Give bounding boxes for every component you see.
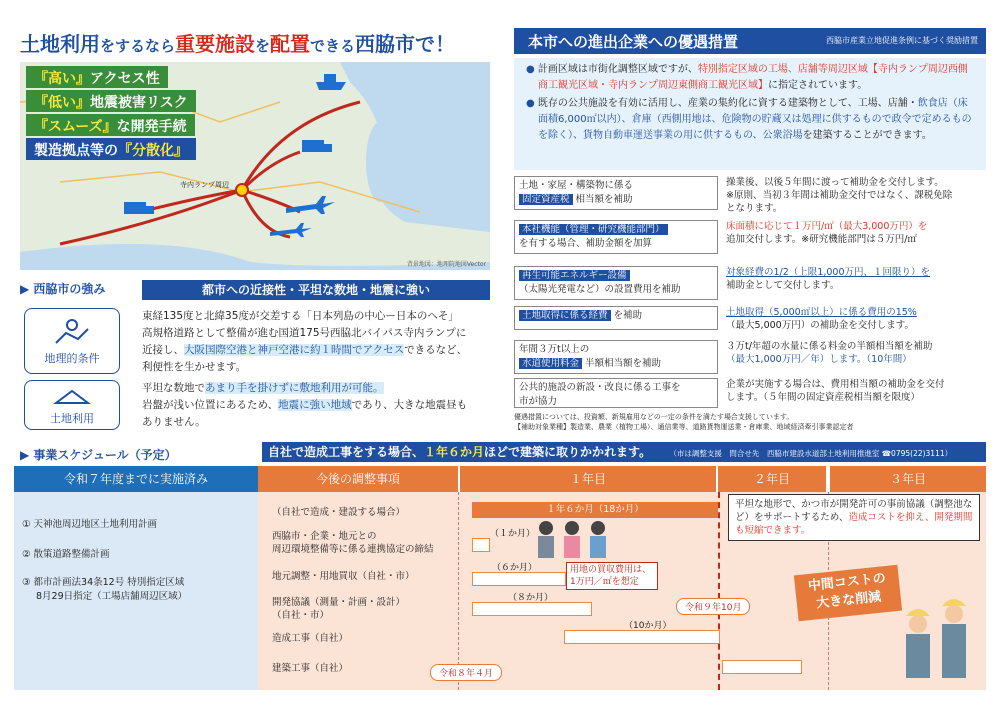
- tag-smooth-procedure: 『スムーズ』な開発手続: [26, 114, 195, 136]
- map-credit: 背景地図：地理院地図Vector: [406, 261, 486, 268]
- side-explanation: 平坦な地形で、かつ市が開発許可の事前協議（調整池など）をサポートするため、造成コストを抑え、開発期間も短縮できます。: [728, 494, 980, 541]
- land-use-box: [24, 380, 120, 430]
- done-item-2: ② 散策道路整備計画: [22, 549, 110, 560]
- strengths-bar: 都市への近接性・平坦な数地・地震に強い: [142, 280, 490, 300]
- land-use-text: 平坦な数地であまり手を掛けずに敷地利用が可能。 岩盤が浅い位置にあるため、地震に強い地域であり、大きな地震昼も ありません。: [142, 382, 468, 428]
- geo-condition-text: 東経135度と北緯35度が交差する「日本列島の中心ー日本のへそ」 高規格道路として整備が進む国道175号西脇北バイパス寺内ランプに 近接し、大阪国際空港と神戸空港に約１時間でアクセスできるなど、 利便性を生かせます。: [142, 310, 468, 373]
- task-construction: 建築工事（自社）: [272, 663, 349, 674]
- done-item-1: ① 天神池周辺地区土地利用計画: [22, 519, 158, 530]
- date-r9-oct: 令和９年10月: [676, 598, 750, 615]
- label-6month: （６か月）: [492, 563, 538, 573]
- arrow-8month: [472, 602, 592, 616]
- map-place-label: 寺内ランプ周辺: [180, 181, 229, 189]
- incentive-notes: 優遇措置については、投資額、新規雇用などの一定の条件を満たす場合支援しています。 【補助対象業種】製造業、農業（植物工場）、通信業等、道路貨物運送業・倉庫業、地域経済牽引事業認定者: [514, 413, 854, 431]
- col-year2: ２年目: [718, 466, 826, 492]
- location-marker-icon: [236, 184, 248, 196]
- bullet-buildings: ● 既存の公共施設を有効に活用し、産業の集約化に資する建築物として、工場、店舗・飲食店（床面積6,000㎡以内）、倉庫（西側用地は、危険物の貯蔵又は処理に供するもので政令で定めるものを除く）、貨物自動車運送事業の用に供するもの、公衆浴場を建築することができます。: [526, 98, 972, 141]
- cost-reduction-badge: 中間コストの 大きな削減: [794, 565, 902, 622]
- incentive-bullets: [514, 58, 986, 170]
- strengths-heading: ▶ 西脇市の強み: [20, 282, 106, 296]
- land-use-label: 土地利用: [50, 412, 94, 425]
- tag-low-quake-risk: 『低い』地震被害リスク: [26, 90, 196, 112]
- task-development: 開発協議（測量・計画・設計） （自社・市）: [272, 597, 406, 621]
- main-duration-bar: １年６か月（18か月）: [472, 502, 718, 518]
- arrow-construction: [722, 660, 802, 674]
- land-icon: [52, 385, 92, 407]
- arrow-10month: [564, 630, 720, 644]
- people-handshake-icon: [532, 518, 612, 560]
- task-agreement: 西脇市・企業・地元との 周辺環境整備等に係る連携協定の締結: [272, 531, 434, 555]
- col-done: 令和７年度までに実施済み: [14, 466, 258, 492]
- geo-condition-box: [24, 308, 120, 374]
- area-map: [20, 62, 490, 270]
- col-year3: ３年目: [830, 466, 986, 492]
- tag-dispersion: 製造拠点等の『分散化』: [26, 138, 196, 160]
- bullet-zoning: ● 計画区域は市街化調整区域ですが、特別指定区域の工場、店舗等周辺区域【寺内ランプ周辺西側商工観光区域・寺内ランプ周辺東側商工観光区域】に指定されています。: [526, 64, 968, 91]
- task-grading: 造成工事（自社）: [272, 633, 349, 644]
- schedule-heading: ▶ 事業スケジュール（予定）: [20, 448, 177, 462]
- arrow-6month: [472, 572, 566, 586]
- schedule-bar: 自社で造成工事をする場合、１年６か月ほどで建築に取りかかれます。 （市は調整支援 問合せ先 西脇市建設水道部土地利用推進室 ☎0795(22)3111）: [262, 442, 986, 462]
- map-pin-icon: [52, 317, 92, 347]
- done-item-3: ③ 都市計画法34条12号 特別指定区域 8月29日指定（工場店舗周辺区域）: [22, 577, 188, 602]
- task-self-build: （自社で造成・建設する場合）: [272, 507, 406, 518]
- label-1month: （１か月）: [490, 529, 536, 539]
- schedule-table: [14, 466, 986, 690]
- task-land-acquisition: 地元調整・用地買収（自社・市）: [272, 571, 415, 582]
- date-r8-apr: 令和８年４月: [430, 664, 502, 681]
- col-future: 今後の調整事項: [258, 466, 458, 492]
- tag-high-access: 『高い』アクセス性: [26, 66, 168, 88]
- arrow-1month: [472, 538, 490, 552]
- incentives-header: 本市への進出企業への優遇措置 西脇市産業立地促進条例に基づく奨励措置: [514, 28, 986, 54]
- workers-icon: [896, 586, 982, 686]
- label-8month: （８か月）: [508, 593, 554, 603]
- col-year1: １年目: [460, 466, 716, 492]
- page-title: 土地利用をするなら重要施設を配置できる西脇市で！: [20, 32, 456, 56]
- label-10month: （10か月）: [624, 621, 672, 631]
- land-cost-note: 用地の買収費用は、 1万円／㎡を想定: [566, 562, 658, 590]
- geo-condition-label: 地理的条件: [44, 352, 100, 365]
